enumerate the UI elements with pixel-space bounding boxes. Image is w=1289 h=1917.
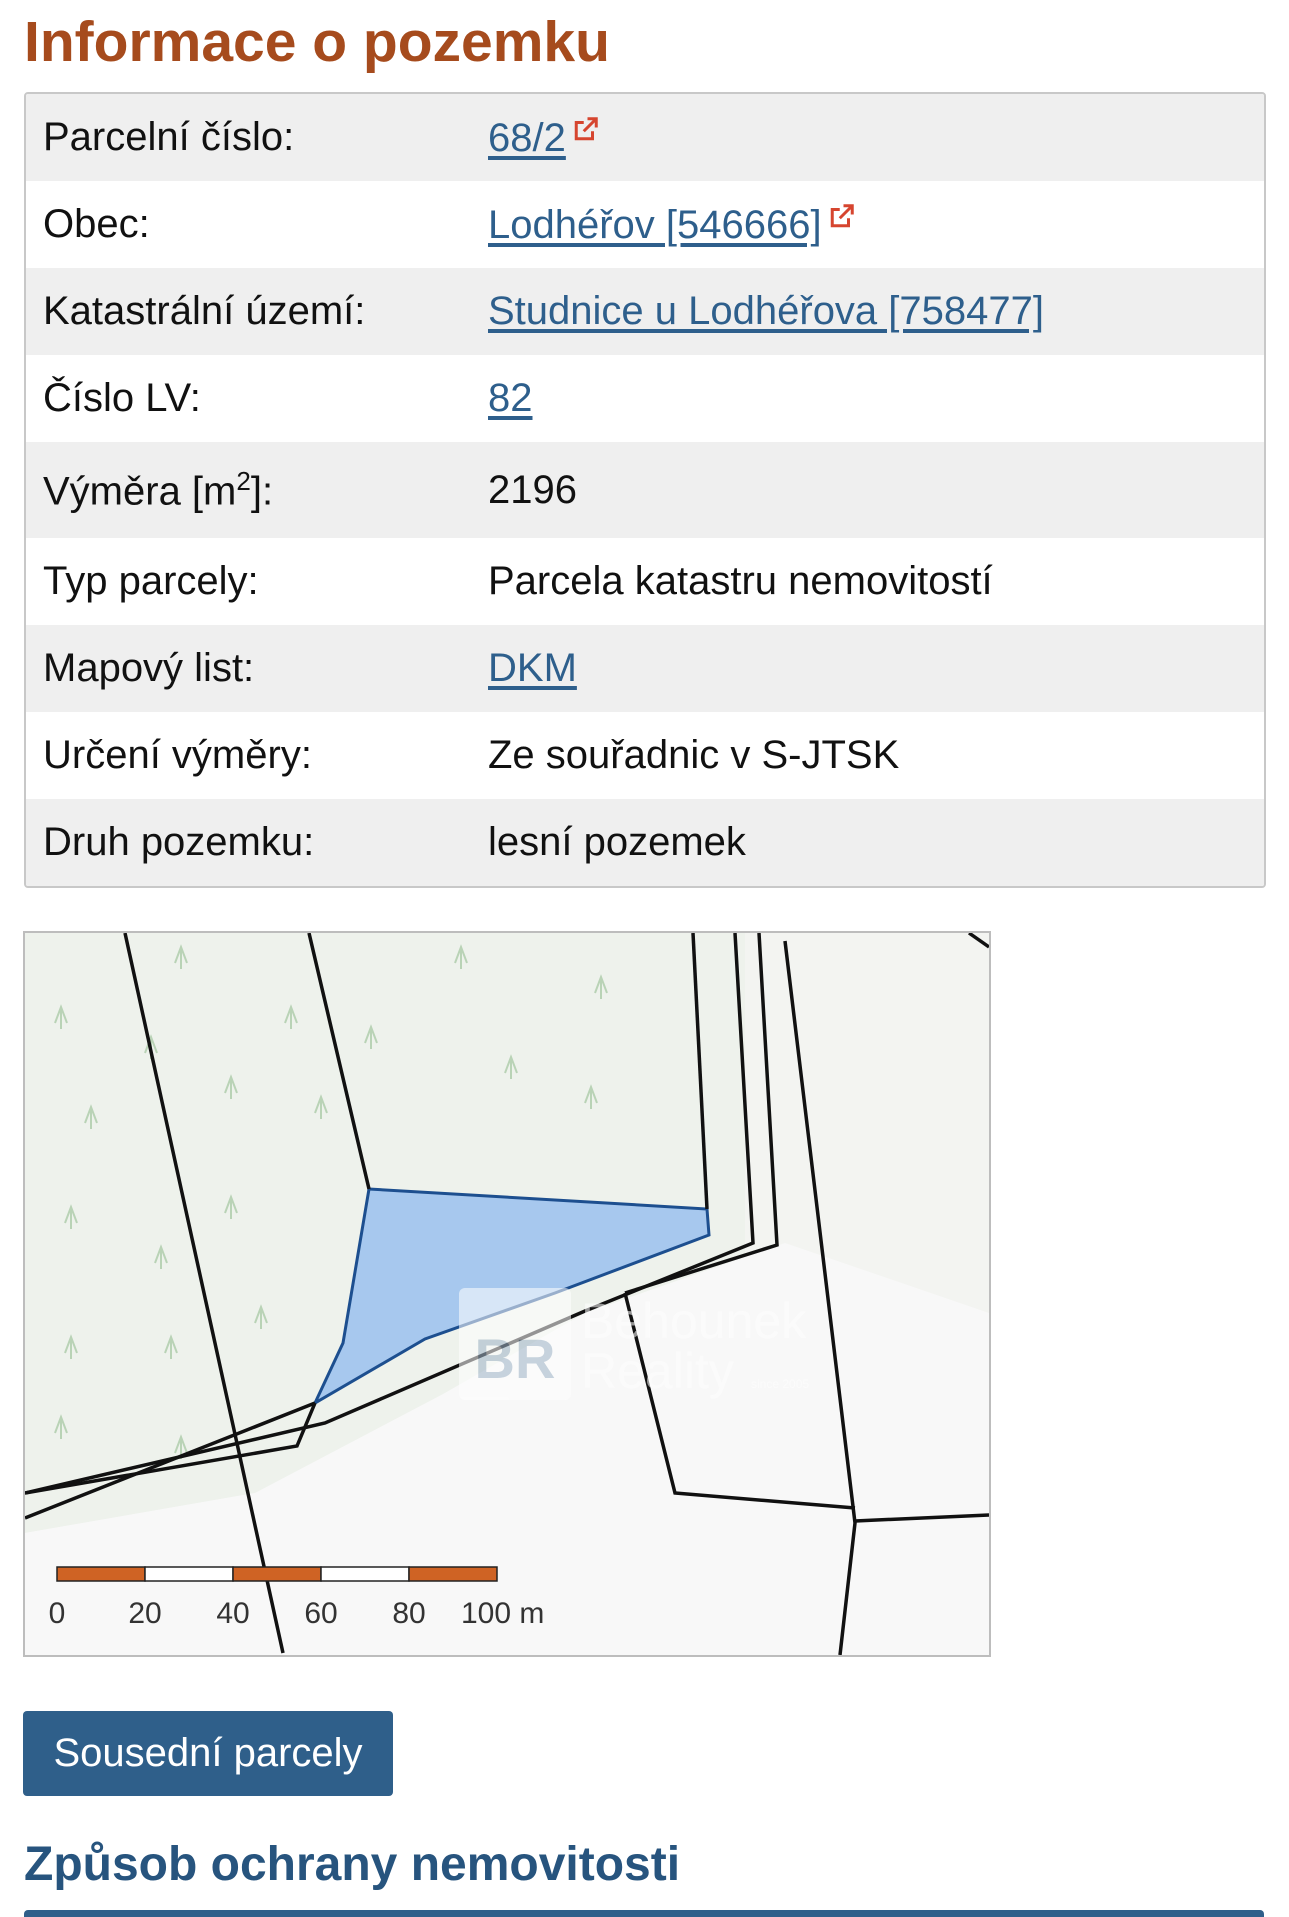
label-area xyxy=(26,466,488,514)
label-area-sup: 2 xyxy=(236,465,251,496)
scale-bar xyxy=(57,1567,497,1581)
row-area xyxy=(26,442,1264,538)
value-land-type: lesní pozemek xyxy=(488,820,746,864)
protection-table-top xyxy=(24,1910,1264,1917)
label-cadastral-area: Katastrální území: xyxy=(43,289,366,333)
value-map-sheet xyxy=(488,646,1264,691)
lv-number-link[interactable]: 82 xyxy=(488,376,533,420)
value-area-determination: Ze souřadnic v S-JTSK xyxy=(488,733,900,777)
value-parcel-type: Parcela katastru nemovitostí xyxy=(488,559,993,603)
label-map-sheet: Mapový list: xyxy=(43,646,255,690)
value-cadastral-area xyxy=(488,289,1264,334)
label-area-text: Výměra [m xyxy=(43,469,237,514)
watermark-logo-initials: BR xyxy=(474,1327,556,1390)
row-land-type xyxy=(26,799,1264,886)
neighbor-parcels-button[interactable]: Sousední parcely xyxy=(23,1711,393,1796)
row-area-determination xyxy=(26,712,1264,799)
label-parcel-number: Parcelní číslo: xyxy=(43,115,295,159)
cadastral-area-link[interactable]: Studnice u Lodhéřova [758477] xyxy=(488,289,1044,333)
row-municipality xyxy=(26,181,1264,268)
label-parcel-type: Typ parcely: xyxy=(43,559,259,603)
scale-label-100m: 100 m xyxy=(461,1597,545,1630)
scale-label-60: 60 xyxy=(304,1597,338,1630)
protection-section-title: Způsob ochrany nemovitosti xyxy=(24,1838,681,1891)
value-lv-number xyxy=(488,376,1264,421)
watermark-line2: Reality xyxy=(581,1343,734,1399)
map-sheet-link[interactable]: DKM xyxy=(488,646,577,690)
scale-label-0: 0 xyxy=(48,1597,66,1630)
row-lv-number xyxy=(26,355,1264,442)
value-municipality xyxy=(488,202,1264,248)
row-parcel-number xyxy=(26,94,1264,181)
parcel-number-link[interactable]: 68/2 xyxy=(488,115,566,160)
row-cadastral-area xyxy=(26,268,1264,355)
page-title: Informace o pozemku xyxy=(24,10,610,74)
row-parcel-type xyxy=(26,538,1264,625)
row-map-sheet xyxy=(26,625,1264,712)
watermark-line1: Behounek xyxy=(581,1293,807,1349)
watermark-since: since 2005 xyxy=(751,1377,810,1391)
scale-label-40: 40 xyxy=(216,1597,250,1630)
label-land-type: Druh pozemku: xyxy=(43,820,315,864)
scale-label-20: 20 xyxy=(128,1597,162,1630)
value-parcel-number xyxy=(488,115,1264,161)
label-area-determination: Určení výměry: xyxy=(43,733,312,777)
value-area: 2196 xyxy=(488,467,577,512)
label-lv-number: Číslo LV: xyxy=(43,376,201,420)
watermark xyxy=(459,1288,809,1400)
parcel-map[interactable] xyxy=(23,931,991,1657)
municipality-link[interactable]: Lodhéřov [546666] xyxy=(488,202,822,247)
parcel-info-table xyxy=(24,92,1266,888)
label-area-suffix: ]: xyxy=(250,469,274,514)
scale-label-80: 80 xyxy=(392,1597,426,1630)
label-municipality: Obec: xyxy=(43,202,150,246)
external-link-icon[interactable] xyxy=(570,115,600,145)
external-link-icon[interactable] xyxy=(826,202,856,232)
